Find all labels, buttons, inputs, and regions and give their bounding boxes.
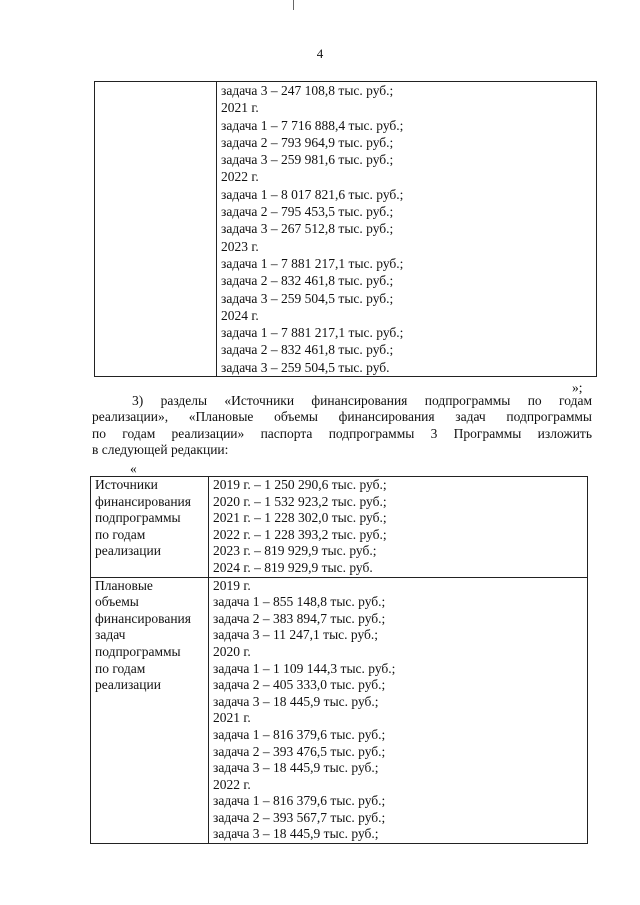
paragraph-line: 3) разделы «Источники финансирования подпрограммы по годам bbox=[132, 393, 592, 408]
value-line: задача 3 – 267 512,8 тыс. руб.; bbox=[221, 221, 394, 237]
year-line: 2021 г. bbox=[213, 710, 251, 726]
label-line: подпрограммы bbox=[95, 643, 181, 659]
value-line: задача 2 – 795 453,5 тыс. руб.; bbox=[221, 204, 394, 220]
year-line: 2024 г. bbox=[221, 307, 259, 323]
table-cell-label bbox=[91, 577, 209, 844]
label-line: финансирования bbox=[95, 610, 191, 626]
year-line: 2022 г. bbox=[213, 776, 251, 792]
page-number: 4 bbox=[316, 46, 324, 61]
value-line: задача 2 – 832 461,8 тыс. руб.; bbox=[221, 342, 394, 358]
value-line: задача 1 – 7 716 888,4 тыс. руб.; bbox=[221, 117, 404, 133]
table-cell-label bbox=[91, 477, 209, 578]
year-line: 2021 г. bbox=[221, 100, 259, 116]
paragraph-line: реализации», «Плановые объемы финансирования задач подпрограммы bbox=[92, 409, 592, 425]
value-line: задача 2 – 393 476,5 тыс. руб.; bbox=[213, 743, 386, 759]
label-line: реализации bbox=[95, 543, 161, 559]
scan-mark bbox=[293, 0, 294, 10]
value-line: задача 3 – 11 247,1 тыс. руб.; bbox=[213, 627, 379, 643]
label-line: реализации bbox=[95, 677, 161, 693]
value-line: задача 3 – 18 445,9 тыс. руб.; bbox=[213, 693, 379, 709]
value-line: задача 2 – 393 567,7 тыс. руб.; bbox=[213, 809, 386, 825]
paragraph-line: по годам реализации» паспорта подпрограммы 3 Программы изложить bbox=[92, 425, 592, 441]
label-line: задач bbox=[95, 627, 126, 643]
table-bottom bbox=[90, 476, 588, 844]
label-line: по годам bbox=[95, 526, 146, 542]
value-line: задача 1 – 8 017 821,6 тыс. руб.; bbox=[221, 186, 404, 202]
table-cell-values bbox=[209, 477, 588, 578]
value-line: задача 3 – 259 504,5 тыс. руб. bbox=[221, 359, 390, 375]
value-line: 2022 г. – 1 228 393,2 тыс. руб.; bbox=[213, 526, 387, 542]
value-line: задача 2 – 383 894,7 тыс. руб.; bbox=[213, 610, 386, 626]
table-cell-values bbox=[217, 82, 597, 377]
label-line: подпрограммы bbox=[95, 510, 181, 526]
table-cell-values bbox=[209, 577, 588, 844]
value-line: задача 1 – 855 148,8 тыс. руб.; bbox=[213, 594, 386, 610]
table-row bbox=[91, 477, 588, 578]
label-line: финансирования bbox=[95, 493, 191, 509]
value-line: 2021 г. – 1 228 302,0 тыс. руб.; bbox=[213, 510, 387, 526]
value-line: 2020 г. – 1 532 923,2 тыс. руб.; bbox=[213, 493, 387, 509]
value-line: задача 1 – 816 379,6 тыс. руб.; bbox=[213, 793, 386, 809]
value-line: задача 1 – 1 109 144,3 тыс. руб.; bbox=[213, 660, 396, 676]
label-line: по годам bbox=[95, 660, 146, 676]
value-line: задача 3 – 259 981,6 тыс. руб.; bbox=[221, 152, 394, 168]
label-line: объемы bbox=[95, 594, 139, 610]
paragraph bbox=[92, 393, 592, 459]
value-line: задача 2 – 405 333,0 тыс. руб.; bbox=[213, 677, 386, 693]
value-line: задача 3 – 18 445,9 тыс. руб.; bbox=[213, 760, 379, 776]
value-line: задача 1 – 816 379,6 тыс. руб.; bbox=[213, 726, 386, 742]
value-line: 2019 г. – 1 250 290,6 тыс. руб.; bbox=[213, 477, 387, 492]
value-line: задача 1 – 7 881 217,1 тыс. руб.; bbox=[221, 325, 404, 341]
year-line: 2019 г. bbox=[213, 577, 251, 593]
table-cell-label bbox=[95, 82, 217, 377]
value-line: задача 2 – 793 964,9 тыс. руб.; bbox=[221, 134, 394, 150]
value-line: 2023 г. – 819 929,9 тыс. руб.; bbox=[213, 543, 377, 559]
year-line: 2020 г. bbox=[213, 643, 251, 659]
closing-quote: »; bbox=[572, 380, 583, 395]
year-line: 2022 г. bbox=[221, 169, 259, 185]
table-row bbox=[91, 577, 588, 844]
value-line: задача 3 – 18 445,9 тыс. руб.; bbox=[213, 826, 379, 842]
value-line: задача 3 – 247 108,8 тыс. руб.; bbox=[221, 83, 394, 98]
value-line: задача 1 – 7 881 217,1 тыс. руб.; bbox=[221, 255, 404, 271]
year-line: 2023 г. bbox=[221, 238, 259, 254]
value-line: задача 3 – 259 504,5 тыс. руб.; bbox=[221, 290, 394, 306]
opening-quote: « bbox=[130, 461, 137, 476]
label-line: Источники bbox=[95, 477, 158, 492]
paragraph-line: в следующей редакции: bbox=[92, 442, 229, 458]
table-top bbox=[94, 81, 597, 377]
value-line: задача 2 – 832 461,8 тыс. руб.; bbox=[221, 273, 394, 289]
value-line: 2024 г. – 819 929,9 тыс. руб. bbox=[213, 559, 373, 575]
label-line: Плановые bbox=[95, 577, 153, 593]
table-row bbox=[95, 82, 597, 377]
